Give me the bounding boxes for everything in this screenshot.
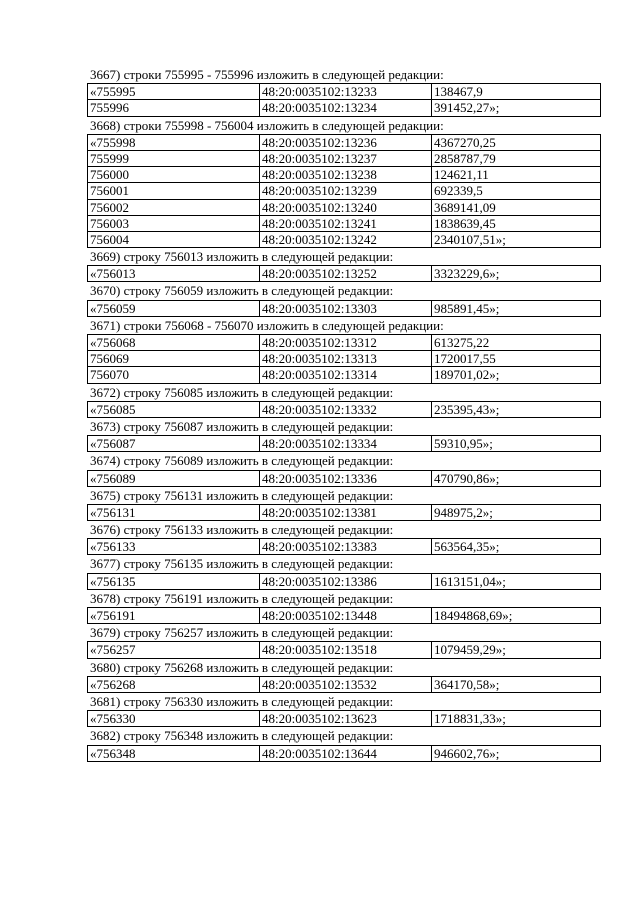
row-number-cell: «756133 — [88, 539, 260, 555]
table-row — [88, 573, 601, 589]
value-cell: 948975,2»; — [432, 504, 601, 520]
table-row — [88, 676, 601, 692]
amendment-heading: 3671) строки 756068 - 756070 изложить в следующей редакции: — [90, 317, 444, 333]
row-number-cell: «755995 — [88, 84, 260, 100]
value-cell: 1838639,45 — [432, 215, 601, 231]
table-row — [88, 642, 601, 658]
row-number-cell: 756001 — [88, 183, 260, 199]
amendment-table — [87, 538, 601, 555]
cadastral-number-cell: 48:20:0035102:13381 — [260, 504, 432, 520]
table-row — [88, 745, 601, 761]
amendment-heading: 3675) строку 756131 изложить в следующей редакции: — [90, 487, 394, 503]
cadastral-number-cell: 48:20:0035102:13239 — [260, 183, 432, 199]
value-cell: 2340107,51»; — [432, 231, 601, 247]
row-number-cell: 755999 — [88, 150, 260, 166]
value-cell: 1718831,33»; — [432, 711, 601, 727]
table-row — [88, 167, 601, 183]
value-cell: 3323229,6»; — [432, 266, 601, 282]
cadastral-number-cell: 48:20:0035102:13386 — [260, 573, 432, 589]
row-number-cell: «756268 — [88, 676, 260, 692]
amendment-table — [87, 435, 601, 452]
amendment-heading: 3668) строки 755998 - 756004 изложить в следующей редакции: — [90, 117, 444, 133]
table-row — [88, 199, 601, 215]
cadastral-number-cell: 48:20:0035102:13241 — [260, 215, 432, 231]
row-number-cell: 755996 — [88, 100, 260, 116]
amendment-heading: 3679) строку 756257 изложить в следующей редакции: — [90, 625, 394, 641]
value-cell: 946602,76»; — [432, 745, 601, 761]
table-row — [88, 351, 601, 367]
table-row — [88, 539, 601, 555]
table-row — [88, 100, 601, 116]
amendment-table — [87, 470, 601, 487]
table-row — [88, 608, 601, 624]
amendment-table — [87, 573, 601, 590]
row-number-cell: «756087 — [88, 436, 260, 452]
cadastral-number-cell: 48:20:0035102:13623 — [260, 711, 432, 727]
value-cell: 138467,9 — [432, 84, 601, 100]
row-number-cell: «756135 — [88, 573, 260, 589]
amendment-table — [87, 300, 601, 317]
row-number-cell: «756348 — [88, 745, 260, 761]
cadastral-number-cell: 48:20:0035102:13234 — [260, 100, 432, 116]
row-number-cell: «755998 — [88, 134, 260, 150]
value-cell: 563564,35»; — [432, 539, 601, 555]
cadastral-number-cell: 48:20:0035102:13236 — [260, 134, 432, 150]
cadastral-number-cell: 48:20:0035102:13238 — [260, 167, 432, 183]
amendment-table — [87, 607, 601, 624]
value-cell: 1079459,29»; — [432, 642, 601, 658]
amendment-heading: 3676) строку 756133 изложить в следующей редакции: — [90, 522, 394, 538]
value-cell: 985891,45»; — [432, 300, 601, 316]
table-row — [88, 335, 601, 351]
table-row — [88, 711, 601, 727]
value-cell: 59310,95»; — [432, 436, 601, 452]
cadastral-number-cell: 48:20:0035102:13332 — [260, 401, 432, 417]
amendment-table — [87, 676, 601, 693]
value-cell: 189701,02»; — [432, 367, 601, 383]
cadastral-number-cell: 48:20:0035102:13336 — [260, 470, 432, 486]
table-row — [88, 84, 601, 100]
amendment-heading: 3667) строки 755995 - 755996 изложить в следующей редакции: — [90, 67, 444, 82]
row-number-cell: «756191 — [88, 608, 260, 624]
row-number-cell: «756059 — [88, 300, 260, 316]
amendment-table — [87, 265, 601, 282]
table-row — [88, 401, 601, 417]
document-body — [87, 66, 600, 762]
amendment-heading: 3672) строку 756085 изложить в следующей редакции: — [90, 384, 394, 400]
cadastral-number-cell: 48:20:0035102:13334 — [260, 436, 432, 452]
amendment-table — [87, 641, 601, 658]
table-row — [88, 266, 601, 282]
row-number-cell: «756085 — [88, 401, 260, 417]
value-cell: 1720017,55 — [432, 351, 601, 367]
amendment-table — [87, 745, 601, 762]
table-row — [88, 436, 601, 452]
row-number-cell: «756013 — [88, 266, 260, 282]
amendment-heading: 3678) строку 756191 изложить в следующей редакции: — [90, 590, 394, 606]
row-number-cell: 756070 — [88, 367, 260, 383]
cadastral-number-cell: 48:20:0035102:13312 — [260, 335, 432, 351]
cadastral-number-cell: 48:20:0035102:13314 — [260, 367, 432, 383]
cadastral-number-cell: 48:20:0035102:13518 — [260, 642, 432, 658]
amendment-table — [87, 710, 601, 727]
table-row — [88, 367, 601, 383]
row-number-cell: «756330 — [88, 711, 260, 727]
cadastral-number-cell: 48:20:0035102:13252 — [260, 266, 432, 282]
row-number-cell: 756002 — [88, 199, 260, 215]
table-row — [88, 231, 601, 247]
value-cell: 613275,22 — [432, 335, 601, 351]
amendment-heading: 3680) строку 756268 изложить в следующей редакции: — [90, 659, 394, 675]
amendment-heading: 3669) строку 756013 изложить в следующей редакции: — [90, 249, 394, 265]
amendment-table — [87, 504, 601, 521]
cadastral-number-cell: 48:20:0035102:13448 — [260, 608, 432, 624]
table-row — [88, 504, 601, 520]
table-row — [88, 183, 601, 199]
amendment-table — [87, 134, 601, 248]
row-number-cell: «756257 — [88, 642, 260, 658]
row-number-cell: 756003 — [88, 215, 260, 231]
value-cell: 4367270,25 — [432, 134, 601, 150]
value-cell: 470790,86»; — [432, 470, 601, 486]
table-row — [88, 215, 601, 231]
table-row — [88, 150, 601, 166]
amendment-heading: 3677) строку 756135 изложить в следующей редакции: — [90, 556, 394, 572]
row-number-cell: 756000 — [88, 167, 260, 183]
amendment-heading: 3682) строку 756348 изложить в следующей редакции: — [90, 728, 394, 744]
cadastral-number-cell: 48:20:0035102:13644 — [260, 745, 432, 761]
cadastral-number-cell: 48:20:0035102:13383 — [260, 539, 432, 555]
amendment-table — [87, 401, 601, 418]
row-number-cell: 756069 — [88, 351, 260, 367]
cadastral-number-cell: 48:20:0035102:13532 — [260, 676, 432, 692]
amendment-table — [87, 334, 601, 384]
amendment-heading: 3670) строку 756059 изложить в следующей редакции: — [90, 283, 394, 299]
cadastral-number-cell: 48:20:0035102:13303 — [260, 300, 432, 316]
cadastral-number-cell: 48:20:0035102:13242 — [260, 231, 432, 247]
table-row — [88, 134, 601, 150]
row-number-cell: «756131 — [88, 504, 260, 520]
amendment-heading: 3674) строку 756089 изложить в следующей редакции: — [90, 453, 394, 469]
value-cell: 364170,58»; — [432, 676, 601, 692]
value-cell: 3689141,09 — [432, 199, 601, 215]
amendment-heading: 3673) строку 756087 изложить в следующей редакции: — [90, 418, 394, 434]
value-cell: 2858787,79 — [432, 150, 601, 166]
value-cell: 391452,27»; — [432, 100, 601, 116]
row-number-cell: «756089 — [88, 470, 260, 486]
value-cell: 18494868,69»; — [432, 608, 601, 624]
cadastral-number-cell: 48:20:0035102:13237 — [260, 150, 432, 166]
cadastral-number-cell: 48:20:0035102:13240 — [260, 199, 432, 215]
cadastral-number-cell: 48:20:0035102:13233 — [260, 84, 432, 100]
value-cell: 1613151,04»; — [432, 573, 601, 589]
table-row — [88, 470, 601, 486]
value-cell: 235395,43»; — [432, 401, 601, 417]
amendment-heading: 3681) строку 756330 изложить в следующей редакции: — [90, 693, 394, 709]
table-row — [88, 300, 601, 316]
row-number-cell: 756004 — [88, 231, 260, 247]
row-number-cell: «756068 — [88, 335, 260, 351]
amendment-table — [87, 83, 601, 116]
value-cell: 692339,5 — [432, 183, 601, 199]
value-cell: 124621,11 — [432, 167, 601, 183]
cadastral-number-cell: 48:20:0035102:13313 — [260, 351, 432, 367]
